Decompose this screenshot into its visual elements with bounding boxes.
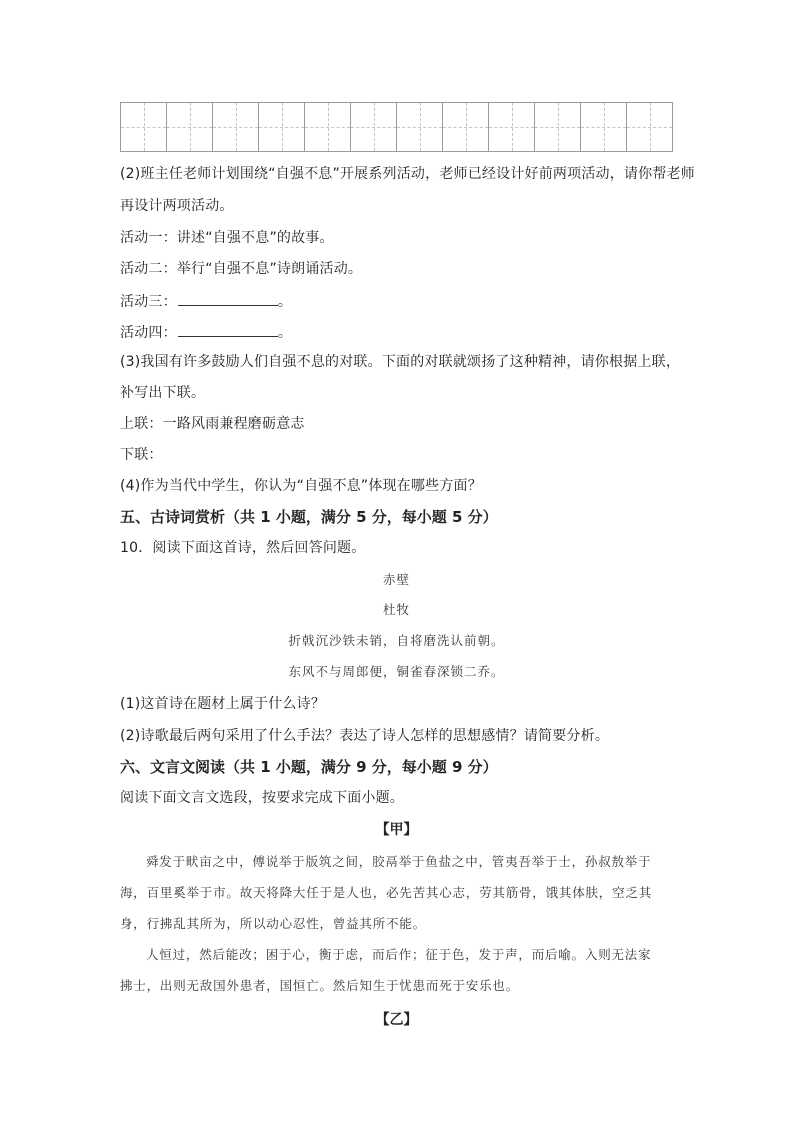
activity-four-period: 。 [277,325,293,341]
activity-two: 活动二：举行“自强不息”诗朗诵活动。 [120,261,363,277]
q3-prompt-line2: 补写出下联。 [120,385,206,401]
jia-p2-line2: 拂士，出则无敌国外患者，国恒亡。然后知生于忧患而死于安乐也。 [120,978,520,993]
grid-cell[interactable] [167,103,213,151]
grid-cell[interactable] [305,103,351,151]
grid-cell[interactable] [351,103,397,151]
activity-four [120,321,292,343]
poem-question-1: (1)这首诗在题材上属于什么诗？ [120,696,326,712]
section-six-heading: 六、文言文阅读（共 1 小题，满分 9 分，每小题 9 分） [120,758,498,776]
jia-p1-line2: 海，百里奚举于市。故天将降大任于是人也，必先苦其心志，劳其筋骨，饿其体肤，空乏其 [120,885,653,900]
poem-question-2: (2)诗歌最后两句采用了什么手法？表达了诗人怎样的思想感情？请简要分析。 [120,728,610,744]
grid-cell[interactable] [121,103,167,151]
section-five-heading: 五、古诗词赏析（共 1 小题，满分 5 分，每小题 5 分） [120,508,498,526]
q3-prompt-line1: (3)我国有许多鼓励人们自强不息的对联。下面的对联就颂扬了这种精神，请你根据上联， [120,354,681,370]
couplet-lower: 下联： [120,447,163,463]
q2-prompt-line2: 再设计两项活动。 [120,198,234,214]
poem-author: 杜牧 [382,602,410,617]
jia-p1-line3: 身，行拂乱其所为，所以动心忍性，曾益其所不能。 [120,916,426,931]
couplet-upper: 上联：一路风雨兼程磨砺意志 [120,416,305,432]
grid-cell[interactable] [397,103,443,151]
poem-line-2: 东风不与周郎便，铜雀春深锁二乔。 [288,664,505,679]
grid-cell[interactable] [443,103,489,151]
jia-p1-line1: 舜发于畎亩之中，傅说举于版筑之间，胶鬲举于鱼盐之中，管夷吾举于士，孙叔敖举于 [146,854,652,869]
passage-jia-label: 【甲】 [375,822,418,838]
poem-title: 赤壁 [382,572,410,587]
activity-three-blank[interactable] [178,290,278,306]
section-six-instruction: 阅读下面文言文选段，按要求完成下面小题。 [120,790,404,806]
question-ten: 10．阅读下面这首诗，然后回答问题。 [120,540,366,556]
q2-prompt-line1: (2)班主任老师计划围绕“自强不息”开展系列活动，老师已经设计好前两项活动，请你帮老师 [120,166,695,182]
grid-cell[interactable] [259,103,305,151]
activity-four-blank[interactable] [178,321,278,337]
jia-p2-line1: 人恒过，然后能改；困于心，衡于虑，而后作；征于色，发于声，而后喻。入则无法家 [146,947,652,962]
writing-grid[interactable] [120,102,673,152]
activity-three-label: 活动三： [120,294,177,310]
grid-cell[interactable] [581,103,627,151]
poem-line-1: 折戟沉沙铁未销，自将磨洗认前朝。 [288,633,505,648]
grid-cell[interactable] [489,103,535,151]
activity-three [120,290,292,312]
activity-three-period: 。 [277,294,293,310]
grid-cell[interactable] [213,103,259,151]
grid-cell[interactable] [535,103,581,151]
activity-four-label: 活动四： [120,325,177,341]
passage-yi-label: 【乙】 [375,1012,418,1028]
grid-cell[interactable] [627,103,672,151]
activity-one: 活动一：讲述“自强不息”的故事。 [120,230,334,246]
q4-prompt: (4)作为当代中学生，你认为“自强不息”体现在哪些方面？ [120,478,482,494]
